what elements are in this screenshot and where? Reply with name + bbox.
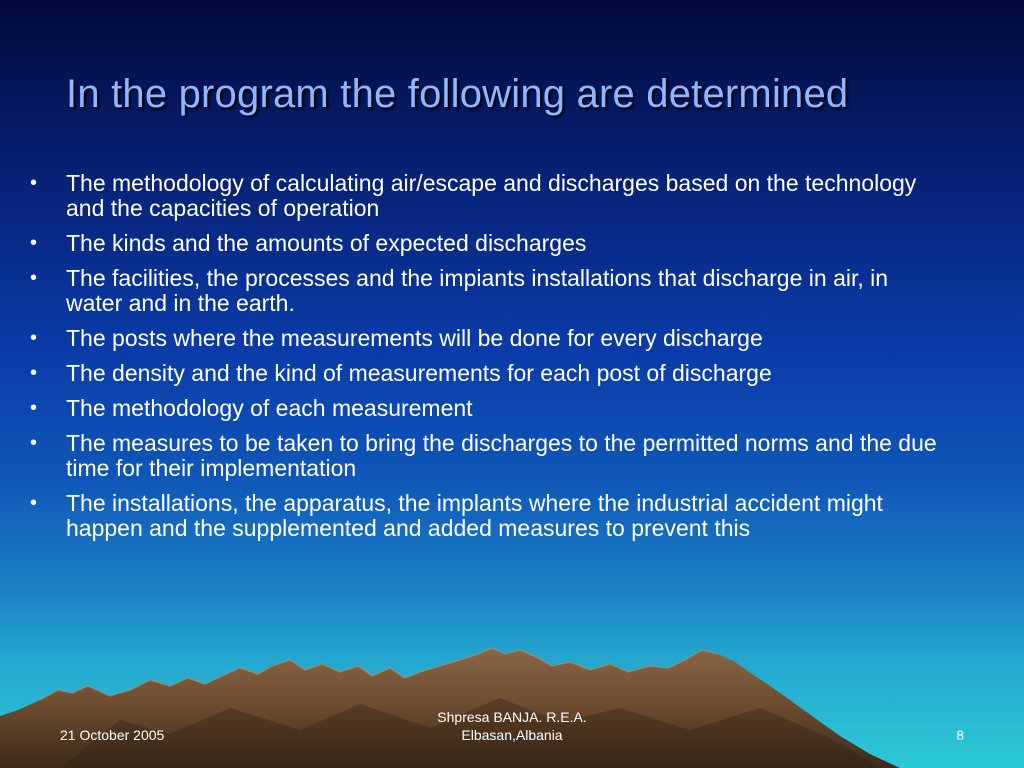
bullet-item bbox=[30, 431, 950, 481]
bullet-icon: • bbox=[30, 172, 38, 194]
bullet-text: The measures to be taken to bring the discharges to the permitted norms and the due time for their implementation bbox=[66, 430, 937, 481]
bullet-item bbox=[30, 361, 950, 386]
bullet-text: The facilities, the processes and the impiants installations that discharge in air, in water and in the earth. bbox=[66, 265, 889, 316]
bullet-icon: • bbox=[30, 232, 38, 254]
slide-title: In the program the following are determined bbox=[66, 72, 849, 116]
bullet-item bbox=[30, 266, 950, 316]
bullet-item bbox=[30, 491, 950, 541]
bullet-item bbox=[30, 231, 950, 256]
bullet-text: The installations, the apparatus, the implants where the industrial accident might happen and the supplemented and added measures to prevent this bbox=[66, 490, 883, 541]
footer-date: 21 October 2005 bbox=[60, 727, 165, 743]
bullet-icon: • bbox=[30, 267, 38, 289]
bullet-text: The density and the kind of measurements for each post of discharge bbox=[66, 360, 772, 386]
bullet-list bbox=[30, 171, 950, 551]
mountain-range-image bbox=[0, 638, 1024, 768]
bullet-item bbox=[30, 326, 950, 351]
bullet-icon: • bbox=[30, 492, 38, 514]
footer-author bbox=[412, 708, 612, 744]
bullet-text: The methodology of each measurement bbox=[66, 395, 473, 421]
slide-number: 8 bbox=[956, 727, 964, 743]
bullet-item bbox=[30, 171, 950, 221]
footer-author-location: Elbasan,Albania bbox=[461, 727, 563, 743]
bullet-text: The methodology of calculating air/escape and discharges based on the technology and the capacities of operation bbox=[66, 170, 917, 221]
bullet-text: The kinds and the amounts of expected discharges bbox=[66, 230, 587, 256]
bullet-icon: • bbox=[30, 397, 38, 419]
bullet-icon: • bbox=[30, 432, 38, 454]
bullet-text: The posts where the measurements will be done for every discharge bbox=[66, 325, 763, 351]
footer-author-line: Shpresa BANJA. R.E.A. bbox=[437, 709, 587, 725]
bullet-icon: • bbox=[30, 327, 38, 349]
bullet-icon: • bbox=[30, 362, 38, 384]
bullet-item bbox=[30, 396, 950, 421]
